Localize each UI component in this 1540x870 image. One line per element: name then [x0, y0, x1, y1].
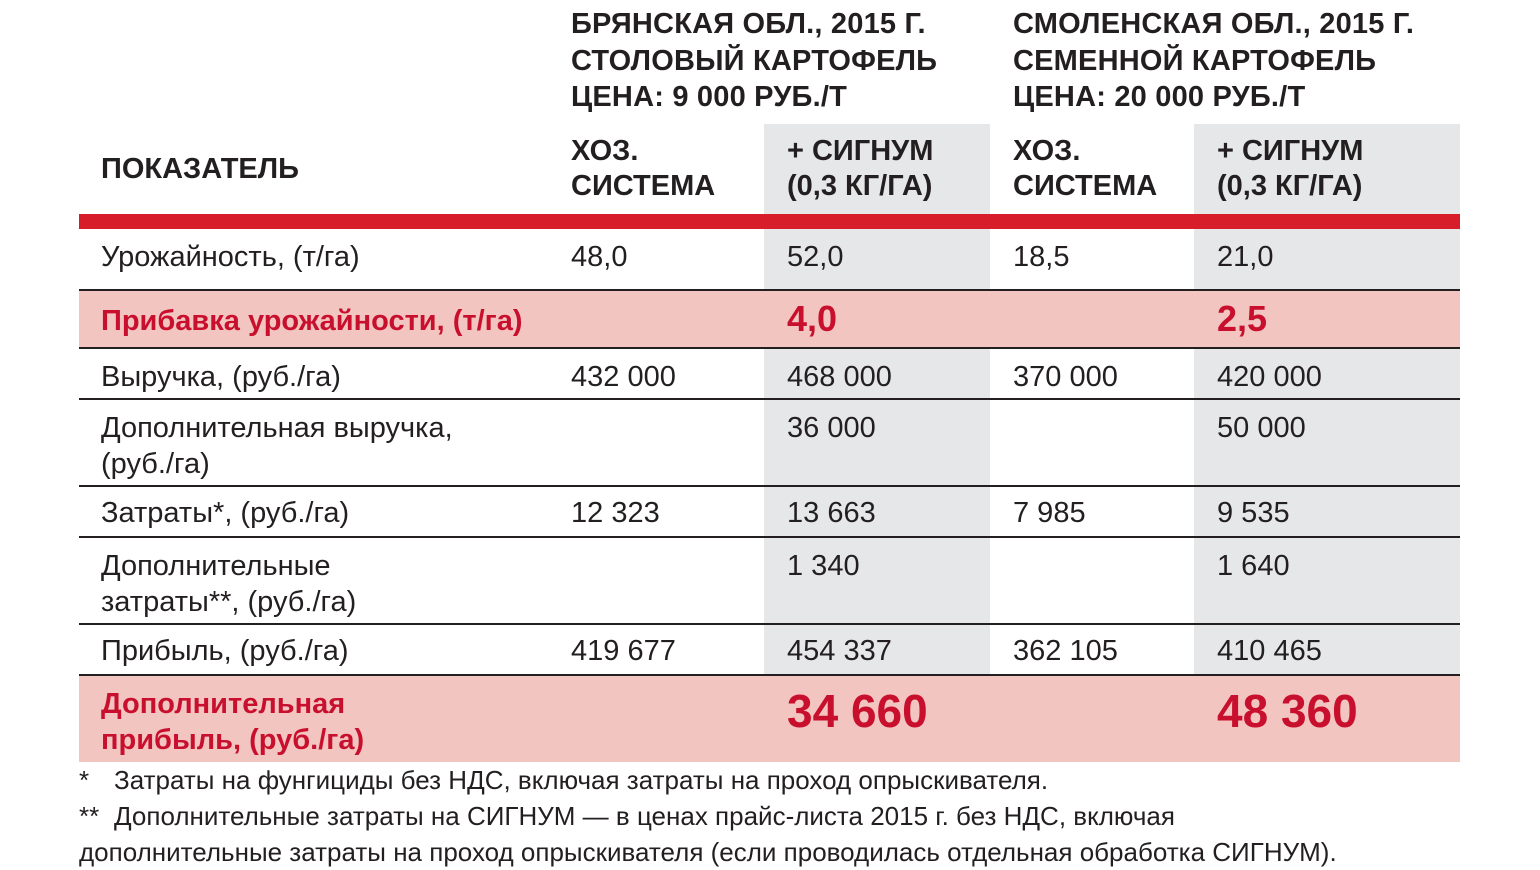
cell-value: 9 535: [1194, 487, 1460, 536]
cell-value: 12 323: [571, 497, 660, 529]
footnote-continuation: дополнительные затраты на проход опрыскивателя (если проводилась отдельная обработка СИГНУМ).: [79, 837, 1337, 867]
table-row: [79, 349, 1460, 400]
header-line: + СИГНУМ: [1217, 135, 1364, 167]
header-line: СИСТЕМА: [1013, 170, 1158, 202]
region-header-smolensk: [1013, 6, 1414, 116]
table-row: [79, 229, 1460, 291]
table-row: [79, 487, 1460, 538]
cell-value: 7 985: [1013, 497, 1086, 529]
header-line: (0,3 КГ/ГА): [787, 170, 933, 202]
row-label: [79, 538, 564, 620]
row-label: Прибавка урожайности, (т/га): [101, 305, 523, 337]
footnote-mark: **: [79, 801, 100, 831]
row-label-line: прибыль, (руб./га): [101, 724, 365, 756]
cell-value: 21,0: [1194, 229, 1460, 289]
row-label-line: (руб./га): [101, 448, 210, 480]
cell-value: 1 640: [1194, 538, 1460, 623]
cell-value: 48 360: [1217, 685, 1358, 737]
header-line: ХОЗ.: [571, 135, 639, 167]
cell-value: 18,5: [1013, 241, 1070, 273]
cell-value: 1 340: [764, 538, 990, 623]
footnote: [79, 762, 1337, 798]
cell-value: 34 660: [787, 685, 928, 737]
header-line: + СИГНУМ: [787, 135, 934, 167]
region-header-bryansk: [571, 6, 937, 116]
table-row: [79, 625, 1460, 676]
cell-value: 36 000: [764, 400, 990, 485]
row-label: [79, 676, 564, 758]
cell-value: 4,0: [787, 298, 838, 339]
cell-value: 48,0: [571, 241, 628, 273]
cell-value: 432 000: [571, 361, 676, 393]
cell-value: 50 000: [1194, 400, 1460, 485]
region-crop: СЕМЕННОЙ КАРТОФЕЛЬ: [1013, 44, 1377, 77]
region-title: БРЯНСКАЯ ОБЛ., 2015 Г.: [571, 8, 926, 40]
footnotes: [79, 762, 1337, 870]
cell-value: 2,5: [1217, 298, 1268, 339]
region-title: СМОЛЕНСКАЯ ОБЛ., 2015 Г.: [1013, 8, 1415, 40]
cell-value: 362 105: [1013, 635, 1118, 667]
row-label: Затраты*, (руб./га): [101, 497, 350, 529]
region-price: ЦЕНА: 9 000 РУБ./Т: [571, 81, 848, 113]
footnote-mark: *: [79, 765, 90, 795]
signum-header: [787, 134, 933, 204]
footnote: [79, 798, 1337, 834]
signum-header: [1217, 134, 1363, 204]
row-label: Выручка, (руб./га): [101, 361, 341, 393]
row-label-line: Дополнительная выручка,: [101, 412, 453, 444]
row-label: Прибыль, (руб./га): [101, 635, 349, 667]
row-label-line: Дополнительные: [101, 550, 331, 582]
footnote-text: Дополнительные затраты на СИГНУМ — в ценах прайс-листа 2015 г. без НДС, включая: [114, 801, 1175, 831]
row-label: Урожайность, (т/га): [101, 241, 360, 273]
cell-value: 13 663: [764, 487, 990, 536]
farm-system-header: [571, 134, 715, 204]
row-label-line: затраты**, (руб./га): [101, 586, 357, 618]
region-price: ЦЕНА: 20 000 РУБ./Т: [1013, 81, 1306, 113]
cell-value: 420 000: [1194, 349, 1460, 398]
header-line: ХОЗ.: [1013, 135, 1081, 167]
cell-value: 370 000: [1013, 361, 1118, 393]
cell-value: 454 337: [764, 625, 990, 674]
header-divider: [79, 214, 1460, 229]
header-line: СИСТЕМА: [571, 170, 716, 202]
footnote-text: Затраты на фунгициды без НДС, включая затраты на проход опрыскивателя.: [114, 765, 1049, 795]
table-row-highlight: [79, 676, 1460, 762]
cell-value: 468 000: [764, 349, 990, 398]
table-row: [79, 538, 1460, 625]
table-row-highlight: [79, 291, 1460, 349]
row-label-line: Дополнительная: [101, 688, 346, 720]
header-line: (0,3 КГ/ГА): [1217, 170, 1363, 202]
farm-system-header: [1013, 134, 1157, 204]
table-body: [79, 229, 1460, 762]
cell-value: 410 465: [1194, 625, 1460, 674]
cell-value: 52,0: [764, 229, 990, 289]
row-label: [79, 400, 564, 482]
cell-value: 419 677: [571, 635, 676, 667]
table-row: [79, 400, 1460, 487]
region-crop: СТОЛОВЫЙ КАРТОФЕЛЬ: [571, 44, 938, 77]
param-column-header: ПОКАЗАТЕЛЬ: [101, 153, 299, 185]
